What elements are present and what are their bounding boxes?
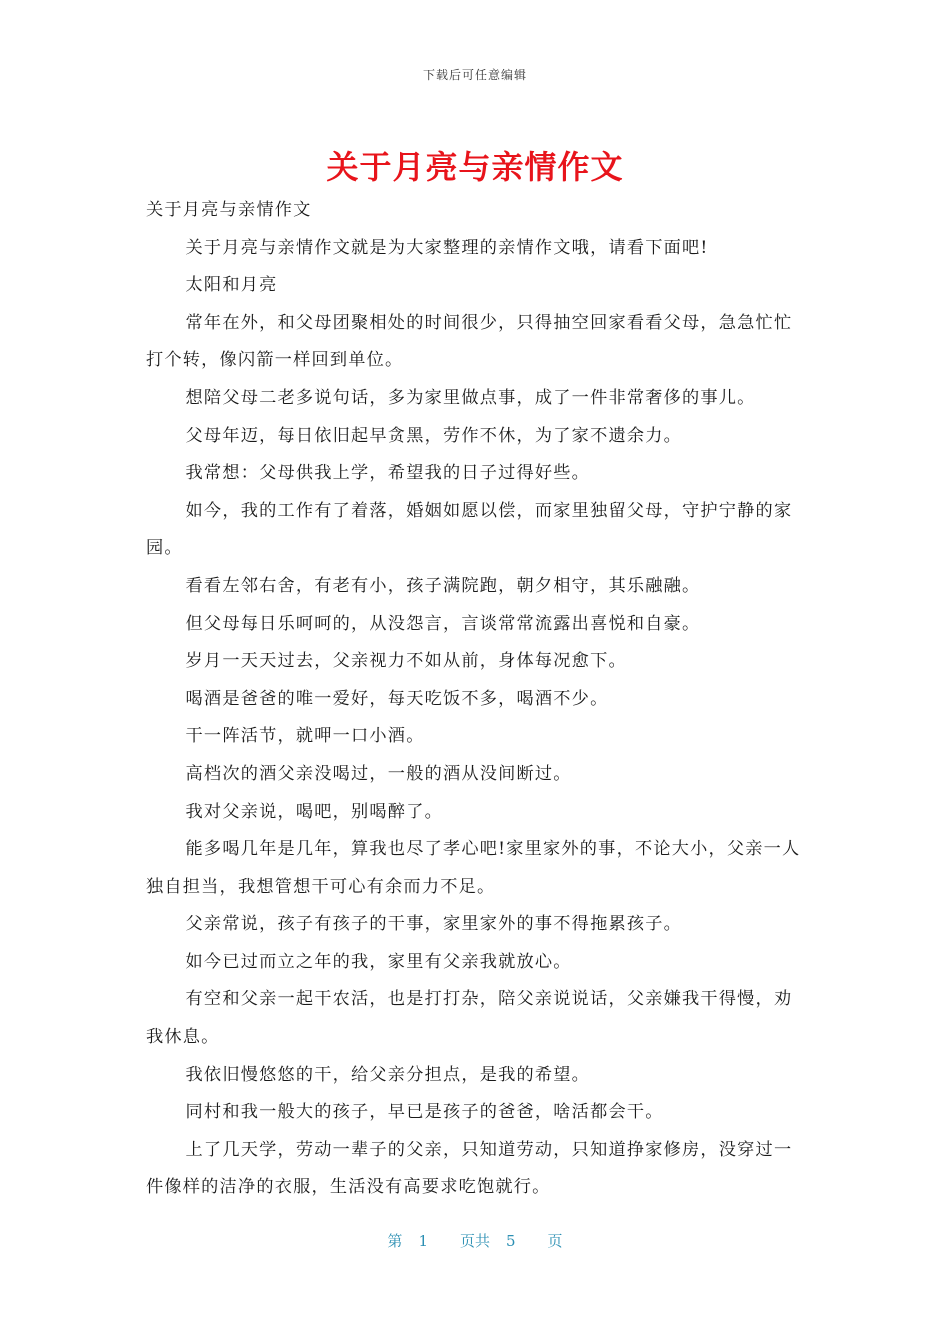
paragraph: 干一阵活节，就呷一口小酒。 [185, 726, 425, 747]
paragraph: 上了几天学，劳动一辈子的父亲，只知道劳动，只知道挣家修房，没穿过一件像样的洁净的衣服，生活没有高要求吃饱就行。 [146, 1139, 793, 1198]
page-suffix: 页 [547, 1232, 563, 1250]
paragraph: 想陪父母二老多说句话，多为家里做点事，成了一件非常奢侈的事儿。 [185, 387, 756, 408]
paragraph: 看看左邻右舍，有老有小，孩子满院跑，朝夕相守，其乐融融。 [185, 575, 701, 596]
header-note: 下载后可任意编辑 [422, 68, 527, 82]
paragraph: 有空和父亲一起干农活，也是打打杂，陪父亲说说话，父亲嫌我干得慢，劝我休息。 [146, 989, 793, 1048]
document-body [146, 192, 808, 1207]
page-number: 1 [418, 1232, 428, 1250]
paragraph: 能多喝几年是几年，算我也尽了孝心吧!家里家外的事，不论大小，父亲一人独自担当，我想管想干可心有余而力不足。 [146, 839, 801, 897]
paragraph: 我依旧慢悠悠的干，给父亲分担点，是我的希望。 [185, 1064, 591, 1085]
document-title: 关于月亮与亲情作文 [326, 148, 624, 186]
total-pages: 5 [506, 1232, 516, 1250]
paragraph: 喝酒是爸爸的唯一爱好，每天吃饭不多，喝酒不少。 [185, 688, 609, 709]
paragraph: 父亲常说，孩子有孩子的干事，家里家外的事不得拖累孩子。 [185, 914, 683, 935]
paragraph: 高档次的酒父亲没喝过，一般的酒从没间断过。 [185, 763, 572, 784]
paragraph: 我对父亲说，喝吧，别喝醉了。 [185, 801, 443, 822]
paragraph: 如今已过而立之年的我，家里有父亲我就放心。 [185, 951, 572, 972]
page-prefix: 第 [387, 1232, 403, 1250]
paragraph: 岁月一天天过去，父亲视力不如从前，身体每况愈下。 [185, 651, 627, 672]
page-middle: 页共 [459, 1232, 490, 1250]
paragraph: 父母年迈，每日依旧起早贪黑，劳作不休，为了家不遗余力。 [185, 425, 683, 446]
paragraph: 太阳和月亮 [185, 275, 278, 296]
document-subtitle: 关于月亮与亲情作文 [146, 200, 312, 220]
paragraph: 同村和我一般大的孩子，早已是孩子的爸爸，啥活都会干。 [185, 1102, 664, 1123]
paragraph: 常年在外，和父母团聚相处的时间很少，只得抽空回家看看父母，急急忙忙打个转，像闪箭一样回到单位。 [146, 312, 793, 371]
page-footer [0, 1230, 950, 1251]
paragraph: 如今，我的工作有了着落，婚姻如愿以偿，而家里独留父母，守护宁静的家园。 [146, 500, 793, 559]
paragraph: 关于月亮与亲情作文就是为大家整理的亲情作文哦，请看下面吧! [185, 237, 709, 258]
paragraph: 但父母每日乐呵呵的，从没怨言，言谈常常流露出喜悦和自豪。 [185, 613, 701, 634]
paragraph: 我常想：父母供我上学，希望我的日子过得好些。 [185, 463, 591, 484]
